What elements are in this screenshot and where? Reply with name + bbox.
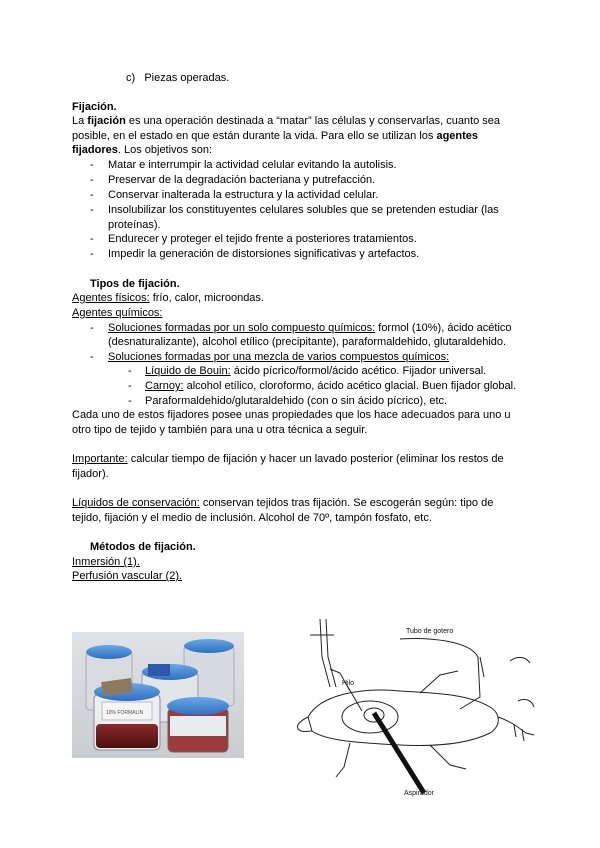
label-hilo: Hilo (342, 680, 355, 687)
heading-metodos: Métodos de fijación. (90, 541, 196, 553)
objective-item: Insolubilizar los constituyentes celulares solubles que se pretenden estudiar (las (108, 204, 499, 216)
paragraph-line: Cada uno de estos fijadores posee unas propiedades que los hace adecuados para uno u (72, 409, 511, 421)
objective-item: Preservar de la degradación bacteriana y putrefacción. (108, 174, 376, 186)
importante-line: Importante: calcular tiempo de fijación y hacer un lavado posterior (eliminar los restos de (72, 453, 504, 465)
jar-label: 10% FORMALIN (106, 710, 144, 716)
solucion-mezcla: Soluciones formadas por una mezcla de varios compuestos químicos: (108, 351, 450, 363)
liquidos-line: Líquidos de conservación: conservan tejidos tras fijación. Se escogerán según: tipo de (72, 497, 494, 509)
paragraph-line: posible, en el estado en que están durante la vida. Para ello se utilizan los agentes (72, 130, 479, 142)
solucion-simple-cont: (desnaturalizante), alcohol etílico (precipitante), paraformaldehido, glutaraldehido. (108, 336, 507, 348)
list-dash: - (128, 365, 132, 377)
perfusion-diagram (290, 617, 540, 805)
label-tubo-gotero: Tubo de gotero (406, 628, 454, 635)
list-dash: - (90, 204, 94, 216)
carnoy-item: Carnoy: alcohol etílico, cloroformo, ácido acético glacial. Buen fijador global. (145, 380, 517, 392)
objective-item-continued: proteínas). (108, 219, 161, 231)
list-dash: - (90, 322, 94, 334)
objective-item: Matar e interrumpir la actividad celular evitando la autolisis. (108, 159, 397, 171)
objective-item: Impedir la generación de distorsiones significativas y artefactos. (108, 248, 420, 260)
solucion-simple: Soluciones formadas por un solo compuesto químicos: formol (10%), ácido acético (108, 322, 512, 334)
list-dash: - (90, 174, 94, 186)
metodo-inmersion: Inmersión (1). (72, 556, 140, 568)
specimen-jars-photo (72, 632, 244, 758)
list-dash: - (128, 395, 132, 407)
list-dash: - (90, 159, 94, 171)
paragraph-line: La fijación es una operación destinada a “matar” las células y conservarlas, cuanto sea (72, 115, 501, 127)
paragraph-line: fijadores. Los objetivos son: (72, 144, 213, 156)
objective-item: Conservar inalterada la estructura y la actividad celular. (108, 189, 379, 201)
list-text: Piezas operadas. (144, 72, 230, 84)
paragraph-line: otro tipo de tejido y también para una u otra técnica a seguir. (72, 424, 368, 436)
heading-tipos: Tipos de fijación. (90, 278, 180, 290)
list-marker: c) (126, 72, 136, 84)
paragraph-line: tejido, fijación y el medio de inclusión. Alcohol de 70º, tampón fosfato, etc. (72, 512, 432, 524)
agentes-quimicos: Agentes químicos: (72, 307, 163, 319)
agentes-fisicos: Agentes físicos: frío, calor, microondas. (72, 292, 264, 304)
list-dash: - (90, 233, 94, 245)
list-item-c (126, 71, 229, 85)
list-dash: - (90, 351, 94, 363)
list-dash: - (90, 248, 94, 260)
metodo-perfusion: Perfusión vascular (2). (72, 570, 183, 582)
bouin-item: Líquido de Bouin: ácido pícrico/formol/ácido acético. Fijador universal. (145, 365, 487, 377)
list-dash: - (90, 189, 94, 201)
paragraph-line: fijador). (72, 468, 109, 480)
list-dash: - (128, 380, 132, 392)
label-aspirador: Aspirador (404, 790, 434, 797)
heading-fijacion: Fijación. (72, 101, 117, 113)
paraformaldehido-item: Paraformaldehido/glutaraldehido (con o sin ácido pícrico), etc. (145, 395, 448, 407)
objective-item: Endurecer y proteger el tejido frente a posteriores tratamientos. (108, 233, 417, 245)
